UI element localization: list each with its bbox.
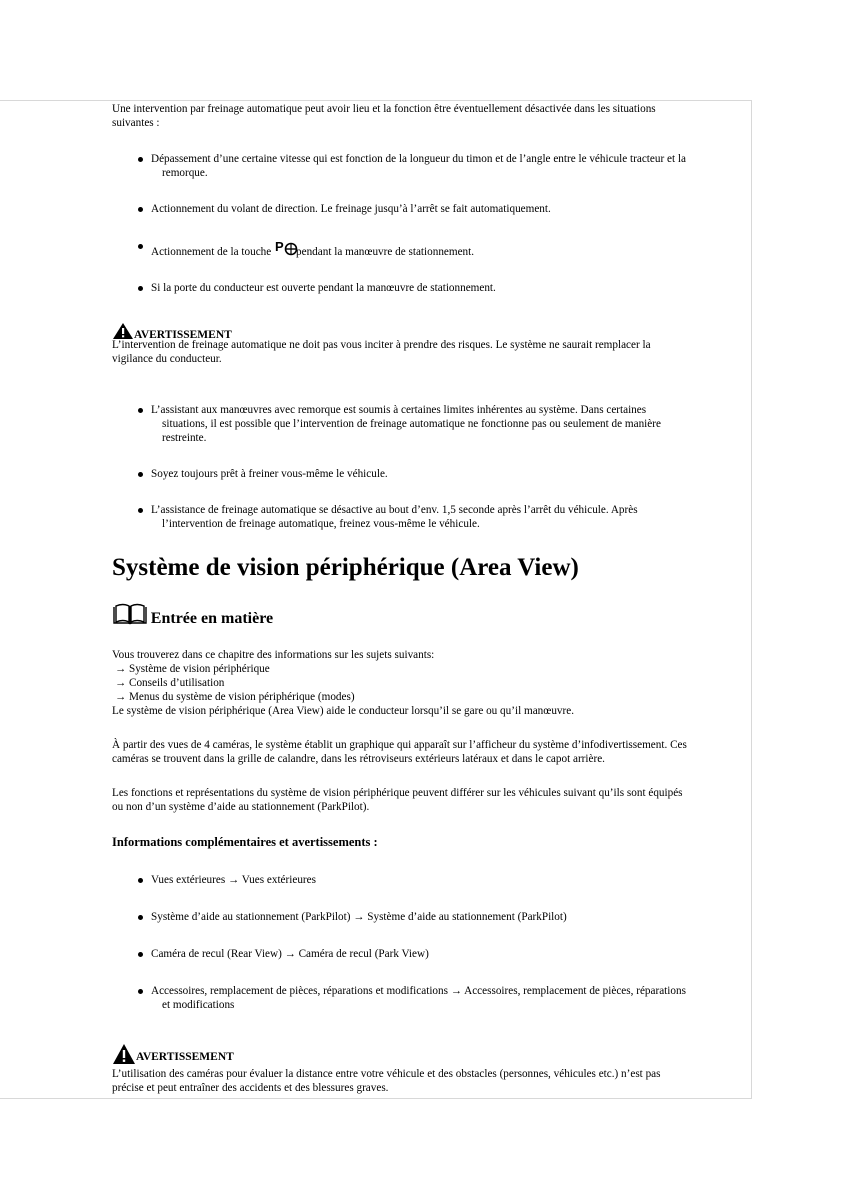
list-item: Actionnement de la touche P pendant la manœuvre de stationnement.	[137, 239, 737, 259]
topic-link[interactable]: → Conseils d’utilisation	[115, 677, 225, 689]
list-item: Dépassement d’une certaine vitesse qui est fonction de la longueur du timon et de l’angle entre le véhicule tracteur et la remorque.	[137, 152, 737, 180]
list-item[interactable]: Vues extérieures → Vues extérieures	[137, 873, 737, 887]
list-item: Soyez toujours prêt à freiner vous-même le véhicule.	[137, 467, 737, 481]
warning-text-line: vigilance du conducteur.	[112, 353, 222, 365]
warning-text-line: L’intervention de freinage automatique ne doit pas vous inciter à prendre des risques. Le système ne saurait remplacer la	[112, 339, 651, 351]
list-item[interactable]: Caméra de recul (Rear View) → Caméra de recul (Park View)	[137, 947, 737, 961]
paragraph-functions: Les fonctions et représentations du système de vision périphérique peuvent différer sur les véhicules suivant qu’ils sont équipés ou non d’un système d’aide au stationnement (ParkPilot).	[112, 787, 683, 813]
warning-block-1	[112, 322, 737, 366]
list-item: Si la porte du conducteur est ouverte pendant la manœuvre de stationnement.	[137, 281, 737, 295]
warning1-bullet-list	[137, 403, 737, 531]
info-bullet-list	[137, 873, 737, 1012]
section-intro	[112, 648, 737, 718]
list-item[interactable]: Système d’aide au stationnement (ParkPilot) → Système d’aide au stationnement (ParkPilot)	[137, 910, 737, 924]
subsection-header	[112, 603, 273, 629]
warning-title: AVERTISSEMENT	[136, 1051, 234, 1063]
intro-bullet-list	[137, 152, 737, 295]
warning-title: AVERTISSEMENT	[134, 329, 232, 341]
topic-link[interactable]: → Menus du système de vision périphérique (modes)	[115, 691, 355, 703]
list-item: L’assistant aux manœuvres avec remorque est soumis à certaines limites inhérentes au système. Dans certaines situations, il est possible que l’intervention de freinage automatique ne fonctionne pas ou seulement de manière restreinte.	[137, 403, 737, 445]
list-item[interactable]: Accessoires, remplacement de pièces, réparations et modifications → Accessoires, remplacement de pièces, réparations et modifications	[137, 984, 737, 1012]
warning-block-2	[112, 1043, 737, 1095]
subsection-title: Entrée en matière	[150, 610, 274, 627]
list-item: Actionnement du volant de direction. Le freinage jusqu’à l’arrêt se fait automatiquement.	[137, 202, 737, 216]
warning-triangle-icon	[112, 1043, 136, 1065]
paragraph: Le système de vision périphérique (Area View) aide le conducteur lorsqu’il se gare ou qu’il manœuvre.	[112, 705, 575, 717]
section-title: Système de vision périphérique (Area View)	[112, 554, 579, 581]
intro-line-2: suivantes :	[112, 117, 160, 129]
warning-text-line: précise et peut entraîner des accidents et des blessures graves.	[112, 1082, 389, 1094]
list-item: L’assistance de freinage automatique se désactive au bout d’env. 1,5 seconde après l’arrêt du véhicule. Après l’intervention de freinage automatique, freinez vous-même le véhicule.	[137, 503, 737, 531]
intro-text: Vous trouverez dans ce chapitre des informations sur les sujets suivants:	[112, 649, 435, 661]
paragraph-cameras: À partir des vues de 4 caméras, le système établit un graphique qui apparaît sur l’afficheur du système d’infodivertissement. Ces caméras se trouvent dans la grille de calandre, dans les rétroviseurs extérieurs latéraux et dans le capot arrière.	[112, 739, 687, 765]
warning-text-line: L’utilisation des caméras pour évaluer la distance entre votre véhicule et des obstacles (personnes, véhicules etc.) n’est pas	[112, 1068, 661, 1080]
svg-text:P: P	[275, 239, 284, 254]
intro-line-1: Une intervention par freinage automatique peut avoir lieu et la fonction être éventuellement désactivée dans les situations	[112, 103, 656, 115]
book-icon	[112, 603, 148, 625]
topic-link[interactable]: → Système de vision périphérique	[115, 663, 270, 675]
intro-paragraph	[112, 102, 737, 130]
info-title: Informations complémentaires et avertissements :	[112, 835, 378, 849]
